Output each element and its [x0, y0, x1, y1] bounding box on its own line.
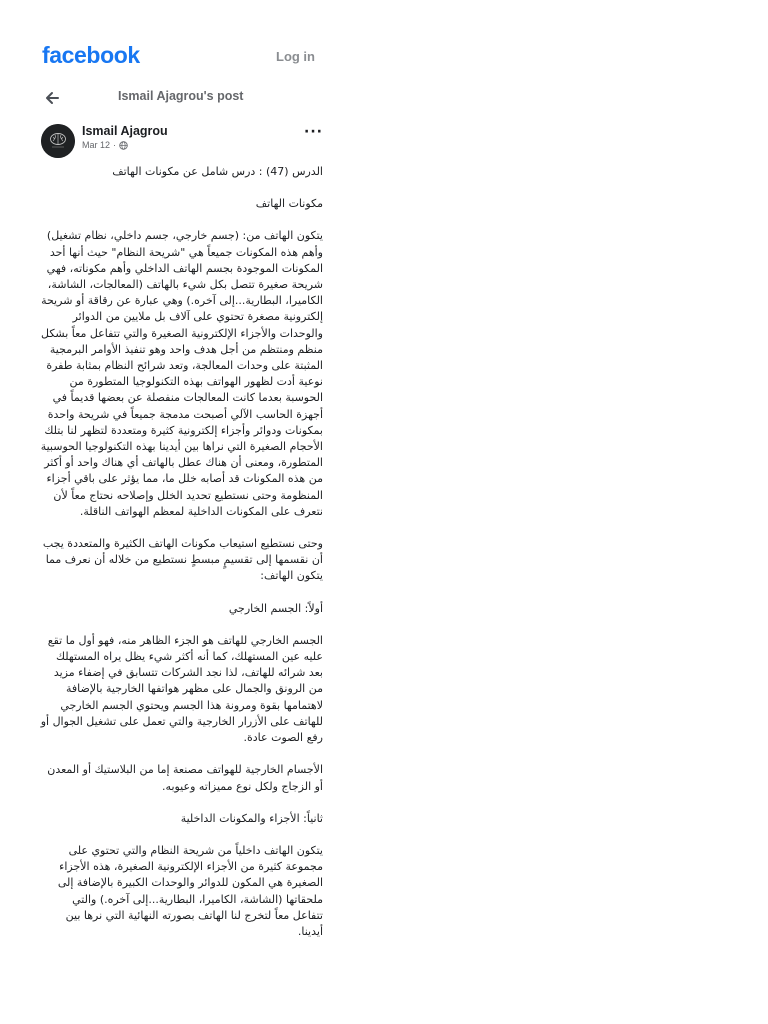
- arrow-left-icon[interactable]: [44, 90, 60, 106]
- post-meta: [82, 140, 128, 150]
- top-bar: [0, 0, 768, 80]
- post-date[interactable]: Mar 12: [82, 140, 111, 150]
- post-paragraph: يتكون الهاتف من: (جسم خارجي، جسم داخلي، نظام تشغيل) وأهم هذه المكونات جميعاً هي "شريحة النظام" حيث أنها أحد المكونات الموجودة بجسم الهاتف الداخلي وأهم مكوناته، فهي شريحة صغيرة تتصل بكل شيء بالهاتف (المعالجات، الشاشة، الكاميرا، البطارية...إلى آخره.) وهي عبارة عن رقاقة أو شريحة إلكترونية مصغرة تحتوي على آلاف بل ملايين من الدوائر والوحدات والأجزاء الإلكترونية الصغيرة والتي تتفاعل معاً بشكل منظم ومنتظم من أجل هدف واحد وهو تنفيذ الأوامر البرمجية المثبتة على وحدات المعالجة، وتعد شرائح النظام بمثابة طفرة نوعية أدت لظهور الهواتف بهذه التكنولوجيا المتطورة من الحوسبة بعدما كانت المعالجات منفصلة عن بعضها قديماً في أجهزة الحاسب الآلي أصبحت مدمجة جميعاً في شريحة واحدة بمكونات ودوائر وأجزاء إلكترونية كثيرة ومتعددة لتظهر لنا بتلك الأحجام الصغيرة التي نراها بين أيدينا بهذه التكنولوجيا الحوسبية المتطورة، ومعنى أن هناك عطل بالهاتف أي هناك واحد أو أكثر من هذه المكونات قد أصابه خلل ما، مما يؤثر على باقي أجزاء المنظومة وحتى نستطيع تحديد الخلل وإصلاحه نحتاج معاً لأن نتعرف على المكونات الداخلية لمعظم الهواتف الناقلة.: [40, 229, 323, 518]
- post-body: [40, 164, 323, 956]
- post-paragraph: ثانياً: الأجزاء والمكونات الداخلية: [180, 811, 323, 825]
- meta-separator: ·: [113, 140, 117, 150]
- globe-icon: [119, 141, 128, 150]
- post-paragraph: مكونات الهاتف: [255, 197, 323, 211]
- post-title: Ismail Ajagrou's post: [118, 89, 244, 103]
- post-author[interactable]: Ismail Ajagrou: [82, 124, 168, 138]
- post-paragraph: الأجسام الخارجية للهواتف مصنعة إما من البلاستيك أو المعدن أو الزجاج ولكل نوع مميزاته وعيوبه.: [47, 763, 323, 793]
- post-paragraph: الدرس (47) : درس شامل عن مكونات الهاتف: [112, 165, 323, 178]
- avatar[interactable]: [41, 124, 75, 158]
- post-paragraph: وحتى نستطيع استيعاب مكونات الهاتف الكثيرة والمتعددة يجب أن نقسمها إلى تقسيمٍ مبسطٍ نستطيع من خلاله أن نعرف مما يتكون الهاتف:: [42, 537, 323, 583]
- post-paragraph: يتكون الهاتف داخلياً من شريحة النظام والتي تحتوي على مجموعة كثيرة من الأجزاء الإلكترونية الصغيرة، هذه الأجزاء الصغيرة هي المكون للدوائر والوحدات الكبيرة بالإضافة إلى ملحقاتها (الشاشة، الكاميرا، البطارية...إلى آخره.) والتي تتفاعل معاً لتخرج لنا الهاتف بصورته النهائية التي نرها بين أيدينا.: [57, 843, 323, 938]
- post-paragraph: الجسم الخارجي للهاتف هو الجزء الظاهر منه، فهو أول ما تقع عليه عين المستهلك، كما أنه أكثر شيء يظل يراه المستهلك بعد شرائه للهاتف، لذا نجد الشركات تتسابق في إضفاء مزيد من الرونق والجمال على مظهر هواتفها الخارجية بالإضافة لاهتمامها بقوة ومرونة هذا الجسم ويحتوي الجسم الخارجي للهاتف على الأزرار الخارجية والتي تعمل على تشغيل الجوال أو رفع الصوت عادة.: [40, 633, 323, 745]
- facebook-logo[interactable]: facebook: [42, 42, 140, 68]
- login-link[interactable]: Log in: [276, 49, 315, 64]
- post-paragraph: أولاً: الجسم الخارجي: [228, 601, 323, 615]
- avatar-brain-icon: [41, 124, 75, 158]
- more-options-button[interactable]: ···: [304, 124, 323, 140]
